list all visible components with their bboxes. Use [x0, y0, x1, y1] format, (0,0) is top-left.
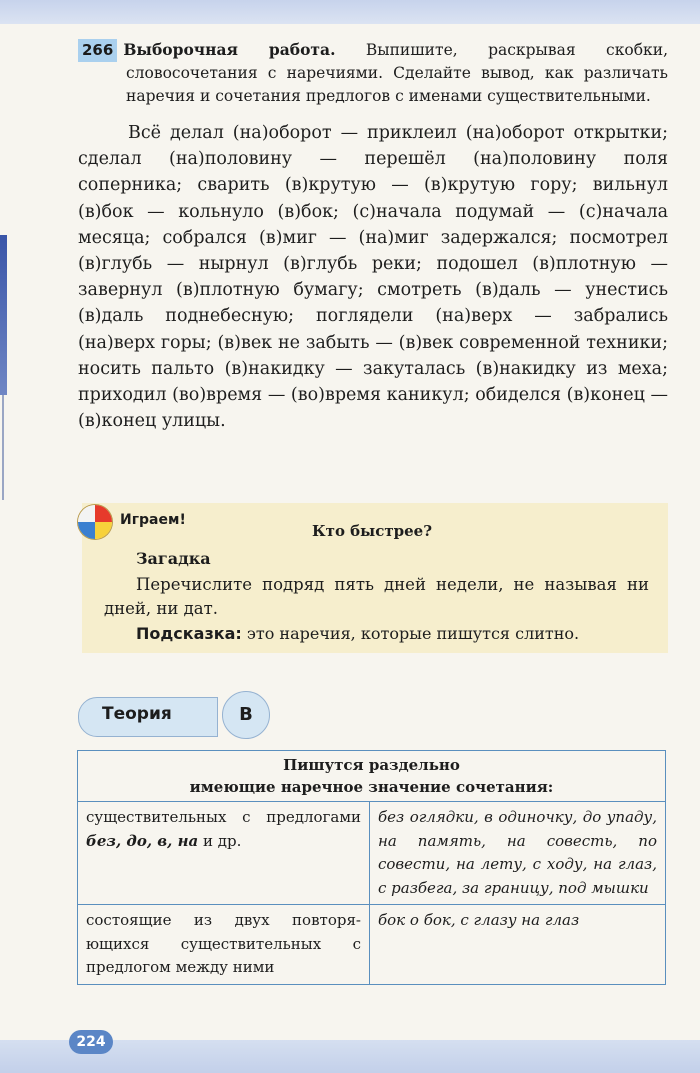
table-row — [78, 802, 666, 905]
table-row — [78, 905, 666, 985]
theory-label: Теория — [102, 704, 172, 724]
riddle-heading: Загадка — [136, 549, 211, 568]
game-label: Играем! — [120, 512, 186, 528]
top-decor-bar — [0, 0, 700, 24]
margin-line — [2, 395, 4, 500]
hint-text: это наречия, которые пишутся слитно. — [246, 624, 580, 643]
table-cell-row2-left: состоящие из двух повторяющихся существительных с предлогом между ними — [78, 905, 370, 985]
exercise-number: 266 — [78, 39, 117, 62]
exercise-instruction: Выпишите, раскрывая скобки, словосочетания с наречиями. Сделайте вывод, как различать наречия и сочетания предлогов с именами существительными. — [126, 41, 668, 105]
prepositions: без, до, в, на — [86, 831, 199, 850]
rule-table — [77, 750, 666, 985]
table-cell-row1-right: без оглядки, в одиночку, до упаду, на память, на совесть, по совести, на лету, с ходу, на глаз, с разбега, за границу, под мышки — [370, 802, 666, 905]
exercise-title: Выборочная работа. — [123, 40, 336, 59]
exercise-text: Всё делал (на)оборот — приклеил (на)оборот открытки; сделал (на)половину — перешёл (на)половину поля соперника; сварить (в)крутую — (в)крутую гору; вильнул (в)бок — кольнуло (в)бок; (с)начала подумай — (с)начала месяца; собрался (в)миг — (на)миг задержался; посмотрел (в)глубь — нырнул (в)глубь реки; подошел (в)плотную — завернул (в)плотную бумагу; смотреть (в)даль — унестись (в)даль поднебесную; поглядели (на)верх — забрались (на)верх горы; (в)век не забыть — (в)век современной техники; носить пальто (в)накидку — закуталась (в)накидку из меха; приходил (во)время — (во)время каникул; обиделся (в)конец — (в)конец улицы. — [78, 123, 668, 432]
table-header-row — [78, 751, 666, 802]
table-cell-row2-right: бок о бок, с глазу на глаз — [370, 905, 666, 985]
table-header-line1: Пишутся раздельно — [283, 756, 460, 774]
hint — [136, 623, 579, 645]
exercise-266 — [78, 38, 668, 434]
hint-label: Подсказка: — [136, 624, 242, 643]
table-header — [78, 751, 666, 802]
page-number: 224 — [69, 1030, 113, 1054]
table-header-line2: имеющие наречное значение сочетания: — [189, 778, 554, 796]
table-cell-row1-left: существительных с предлогами без, до, в, на и др. — [78, 802, 370, 905]
riddle-text: Перечислите подряд пять дней недели, не называя ни дней, ни дат. — [104, 575, 649, 618]
margin-marker — [0, 235, 7, 395]
game-title: Кто быстрее? — [312, 522, 432, 540]
beach-ball-icon — [78, 505, 112, 539]
exercise-header — [78, 38, 668, 108]
theory-badge: В — [222, 691, 270, 739]
